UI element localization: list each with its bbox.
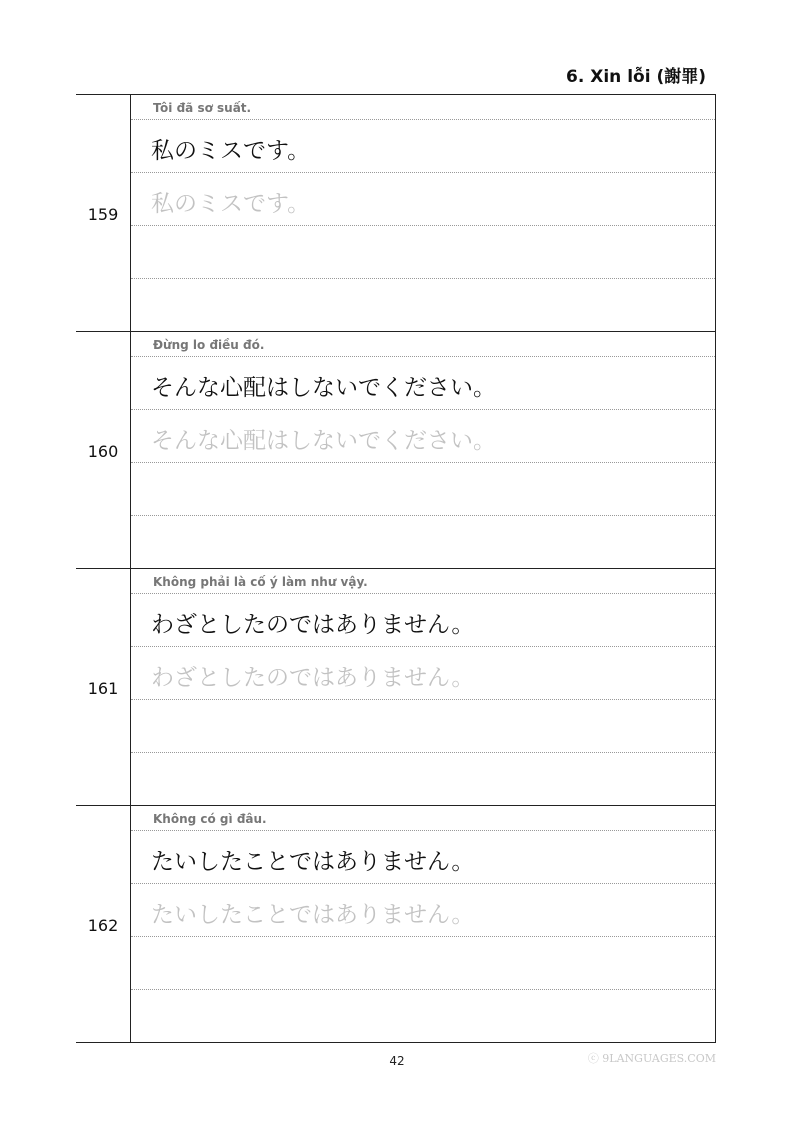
vietnamese-sentence: Đừng lo điều đó. [131, 332, 715, 357]
practice-sheet [76, 94, 716, 1043]
entry-content [131, 95, 716, 331]
tracing-sentence: 私のミスです。 [131, 173, 715, 226]
entry-content [131, 569, 716, 805]
vietnamese-sentence: Không có gì đâu. [131, 806, 715, 831]
entry-number: 160 [76, 332, 131, 568]
practice-entry [76, 806, 716, 1043]
blank-writing-line [131, 516, 715, 569]
japanese-sentence: わざとしたのではありません。 [131, 594, 715, 647]
japanese-sentence: そんな心配はしないでください。 [131, 357, 715, 410]
tracing-sentence: わざとしたのではありません。 [131, 647, 715, 700]
section-title: 6. Xin lỗi (謝罪) [566, 67, 706, 87]
vietnamese-sentence: Không phải là cố ý làm như vậy. [131, 569, 715, 594]
vietnamese-sentence: Tôi đã sơ suất. [131, 95, 715, 120]
blank-writing-line [131, 463, 715, 516]
practice-entry [76, 332, 716, 569]
japanese-sentence: 私のミスです。 [131, 120, 715, 173]
blank-writing-line [131, 990, 715, 1043]
entry-content [131, 806, 716, 1043]
entry-number: 159 [76, 95, 131, 331]
blank-writing-line [131, 226, 715, 279]
japanese-sentence: たいしたことではありません。 [131, 831, 715, 884]
entry-content [131, 332, 716, 568]
blank-writing-line [131, 279, 715, 332]
tracing-sentence: そんな心配はしないでください。 [131, 410, 715, 463]
practice-entry [76, 95, 716, 332]
blank-writing-line [131, 937, 715, 990]
practice-entry [76, 569, 716, 806]
entry-number: 162 [76, 806, 131, 1043]
page-number: 42 [389, 1054, 405, 1068]
entry-number: 161 [76, 569, 131, 805]
copyright-notice: ⓒ 9LANGUAGES.COM [587, 1052, 716, 1065]
blank-writing-line [131, 753, 715, 806]
blank-writing-line [131, 700, 715, 753]
tracing-sentence: たいしたことではありません。 [131, 884, 715, 937]
